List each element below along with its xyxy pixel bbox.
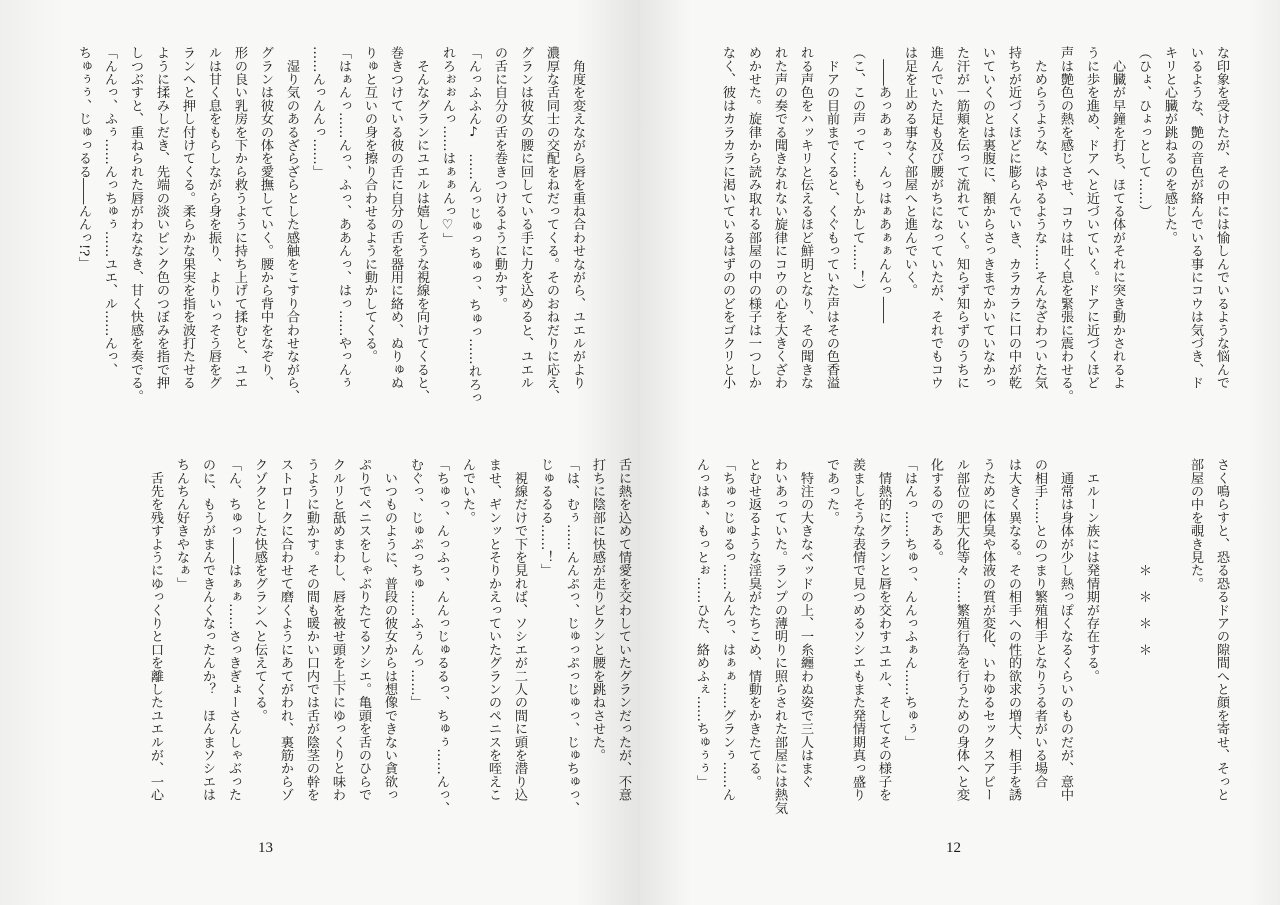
text-column: の相手……とのつまり繁殖相手となりうる者がいる場合 — [1032, 458, 1047, 788]
text-column: ドアの目前までくると、くぐもっていた声はその色香溢 — [824, 46, 839, 390]
text-column: キリと心臓が跳ねるのを感じた。 — [1162, 46, 1177, 244]
right-page-lower-text — [688, 458, 1234, 814]
text-column: 打ちに陰部に快感が走りビクンと腰を跳ねさせた。 — [590, 458, 605, 762]
text-column: 「んんっ、ふぅ……んっちゅぅ……ユエ、ル……んっ、 — [102, 46, 117, 376]
text-column: （こ、この声って……もしかして……！） — [850, 46, 865, 297]
text-column: な印象を受けたが、その中には愉しんでいるような悩んで — [1214, 46, 1229, 390]
text-column: んでいた。 — [460, 458, 475, 524]
text-column: ……んっんんっ……」 — [310, 46, 325, 178]
text-column — [1104, 458, 1130, 814]
text-column: いていくのとは裏腹に、額からさっきまでかいていなかっ — [980, 46, 995, 390]
text-column: めかせた。旋律から読み取れる部屋の中の様子は一つしか — [746, 46, 761, 390]
text-column: グランは彼女の腰に回している手に力を込めると、ユエル — [518, 46, 533, 390]
text-column: た汗が一筋頬を伝って流れていく。知らず知らずのうちに — [954, 46, 969, 390]
text-column: 視線だけで下を見れば、ソシエが二人の間に頭を潜り込 — [512, 458, 527, 802]
text-column: りゅと互いの身を擦り合わせるように動かしてくる。 — [362, 46, 377, 363]
text-column: 「ちゅっ、んっふっ、んんっじゅるるっ、ちゅぅ……んっ、 — [434, 458, 449, 815]
text-column: は大きく異なる。その相手への性的欲求の増大、相手を誘 — [1006, 458, 1021, 802]
text-column: （ひょ、ひょっとして……） — [1136, 46, 1151, 218]
text-column: エルーン族には発情期が存在する。 — [1084, 458, 1099, 683]
text-column: さく鳴らすと、恐る恐るドアの隙間へと顔を寄せ、そっと — [1214, 458, 1229, 802]
text-column: ＊ ＊ ＊ ＊ — [1136, 458, 1151, 656]
text-column: 通常は身体が少し熱っぽくなるくらいのものだが、意中 — [1058, 458, 1073, 802]
text-column: なく、彼はカラカラに渇いているはずののどをゴクリと小 — [720, 46, 735, 390]
text-column: 「は、むぅ……んんぷっ、じゅっぷっじゅっ、じゅちゅっ、 — [564, 458, 579, 815]
page-number-right: 12 — [946, 840, 961, 856]
text-column: ぷりでペニスをしゃぶりたてるソシエ。亀頭を舌のひらで — [356, 458, 371, 802]
text-column: ように揉みしだき、先端の淡いピンク色のつぼみを指で押 — [154, 46, 169, 390]
text-column: 持ちが近づくほどに膨らんでいき、カラカラに口の中が乾 — [1006, 46, 1021, 390]
text-column: 巻きつけている彼の舌に自分の舌を器用に絡め、ぬりゅぬ — [388, 46, 403, 390]
text-column: 心臓が早鐘を打ち、ほてる体がそれに突き動かされるよ — [1110, 46, 1125, 390]
text-column: 羨ましそうな表情で見つめるソシエもまた発情期真っ盛り — [850, 458, 865, 802]
text-column: うために体臭や体液の質が変化、いわゆるセックスアピー — [980, 458, 995, 802]
text-column: 舌先を残すようにゆっくりと口を離したユエルが、一心 — [148, 458, 163, 802]
text-column: 「はんっ……ちゅっ、んんっふぁん……ちゅぅ」 — [902, 458, 917, 749]
text-column: ためらうような、はやるような……そんなざわついた気 — [1032, 46, 1047, 390]
text-column: いるような、艶の音色が絡んでいる事にコウは気づき、ド — [1188, 46, 1203, 390]
text-column: 化するのである。 — [928, 458, 943, 564]
left-page-lower-text — [142, 458, 662, 814]
text-column: 部屋の中を覗き見た。 — [1188, 458, 1203, 590]
text-column: ランへと押し付けてくる。柔らかな果実を指を波打たせる — [180, 46, 195, 390]
text-column: そんなグランにユエルは嬉しそうな視線を向けてくると、 — [414, 46, 429, 403]
text-column: ちんちん好きやなぁ」 — [174, 458, 189, 590]
text-column: れる声色をハッキリと伝えるほど鮮明となり、その聞きな — [798, 46, 813, 390]
text-column: のに、もうがまんできんくなったんか？ ほんまソシエは — [200, 458, 215, 802]
text-column — [1156, 458, 1182, 814]
text-column: じゅるるる……！」 — [538, 458, 553, 577]
text-column: れろぉぉんっ……はぁぁんっ♡」 — [440, 46, 455, 246]
text-column: 特注の大きなベッドの上、一糸纏わぬ姿で三人はまぐ — [798, 458, 813, 788]
text-column: むぐっ、じゅぷっちゅ……ふぅんっ……」 — [408, 458, 423, 709]
text-column: は足を止める事なく部屋へと進んでいく。 — [902, 46, 917, 297]
text-column: 「んっふふん♪ ……んっじゅっちゅっ、ちゅっ……れろっ — [466, 46, 481, 405]
text-column: ストロークに合わせて磨くようにあてがわれ、裏筋からゾ — [278, 458, 293, 802]
text-column: 形の良い乳房を下から救うように持ち上げて揉むと、ユエ — [232, 46, 247, 390]
text-column: いつものように、普段の彼女からは想像できない貪欲っ — [382, 458, 397, 802]
text-column: とむせ返るような淫臭がたちこめ、情動をかきたてる。 — [746, 458, 761, 788]
text-column: 濃厚な舌同士の交配をねだってくる。そのおねだりに応え、 — [544, 46, 559, 403]
text-column: うに歩を進め、ドアへと近づいていく。ドアに近づくほど — [1084, 46, 1099, 390]
text-column: ――あっあぁっ、んっはぁあぁぁんんっ―― — [876, 46, 891, 324]
text-column: ルは甘く息をもらしながら身を振り、よりいっそう唇をグ — [206, 46, 221, 390]
text-column: 進んでいた足も及び腰がちになっていたが、それでもコウ — [928, 46, 943, 390]
text-column: 舌に熱を込めて情愛を交わしていたグランだったが、不意 — [616, 458, 631, 802]
text-column: 角度を変えながら唇を重ね合わせながら、ユエルがより — [570, 46, 585, 390]
page-number-left: 13 — [258, 840, 273, 856]
text-column: うように動かす。その間も暖かい口内では舌が陰茎の幹を — [304, 458, 319, 802]
right-page — [640, 0, 1280, 905]
text-column: ませ、ギンッとそりかえっていたグランのペニスを咥えこ — [486, 458, 501, 802]
text-column: んっはぁ、もっとぉ……ひた、絡めふぇ……ちゅぅぅ」 — [694, 458, 709, 788]
text-column: しつぶすと、重ねられた唇がわななき、甘く快感を奏でる。 — [128, 46, 143, 403]
text-column: 「はぁんっ……んっ、ふっ、ああんっ、はっ……やっんぅ — [336, 46, 351, 390]
text-column: クゾクとした快感をグランへと伝えてくる。 — [252, 458, 267, 722]
text-column: クルリと舐めまわし、唇を被せ頭を上下にゆっくりと味わ — [330, 458, 345, 802]
text-column: れた声の奏でる聞きなれない旋律にコウの心を大きくざわ — [772, 46, 787, 390]
right-page-upper-text — [714, 46, 1234, 402]
text-column: の舌に自分の舌を巻きつけるように動かす。 — [492, 46, 507, 310]
text-column: ル部位の肥大化等々……繁殖行為を行うための身体へと変 — [954, 458, 969, 802]
text-column: 湿り気のあるざらざらとした感触をこすり合わせながら、 — [284, 46, 299, 403]
text-column: グランは彼女の体を愛撫していく。腰から背中をなぞり、 — [258, 46, 273, 390]
text-column: ちゅぅぅ、じゅっるる――んんっ!?」 — [76, 46, 91, 270]
text-column: 「ん、ちゅっ――はぁぁ……さっきぎょーさんしゃぶった — [226, 458, 241, 802]
text-column: わいあっていた。ランプの薄明りに照らされた部屋には熱気 — [772, 458, 787, 815]
text-column: 「ちゅっじゅるっ……んんっ、はぁぁ……グランぅ……ん — [720, 458, 735, 802]
text-column: 声は艶色の熱を感じさせ、コウは吐く息を緊張に震わせる。 — [1058, 46, 1073, 403]
text-column: であった。 — [824, 458, 839, 524]
left-page-upper-text — [70, 46, 590, 404]
text-column: 情熱的にグランと唇を交わすユエル、そしてその様子を — [876, 458, 891, 802]
